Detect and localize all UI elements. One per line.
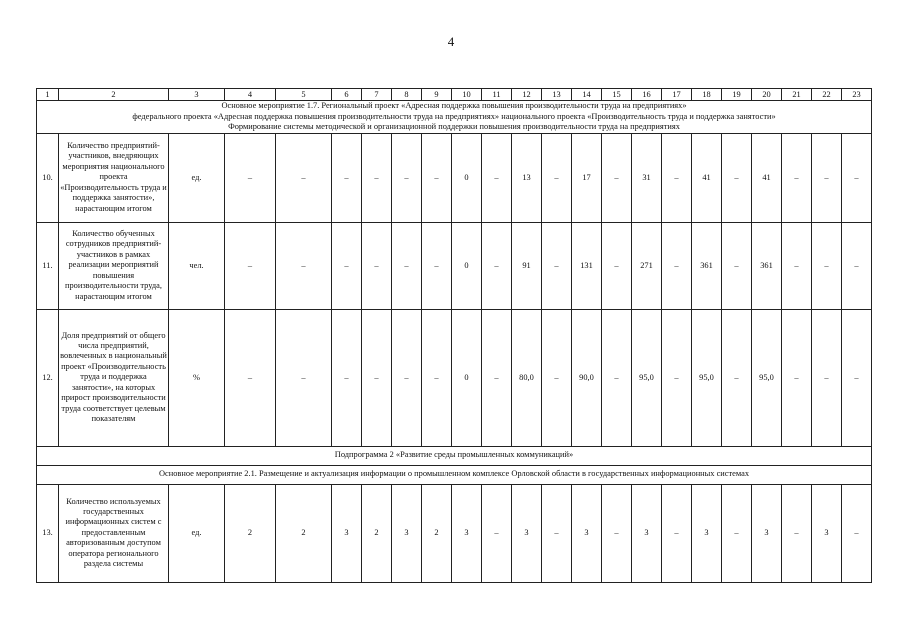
indicator-name: Количество обученных сотрудников предприятий-участников в рамках реализации мероприятий повышения производительности труда, нарастающим итогом xyxy=(59,222,169,309)
value-cell: – xyxy=(332,222,362,309)
column-number-row xyxy=(37,89,872,101)
value-cell: 361 xyxy=(692,222,722,309)
value-cell: – xyxy=(662,309,692,446)
subprogram-2-title: Подпрограмма 2 «Развитие среды промышленных коммуникаций» xyxy=(37,446,872,465)
value-cell: – xyxy=(332,309,362,446)
column-number: 10 xyxy=(452,89,482,101)
value-cell: 2 xyxy=(362,484,392,582)
column-number: 20 xyxy=(752,89,782,101)
value-cell: 361 xyxy=(752,222,782,309)
value-cell: – xyxy=(602,133,632,222)
value-cell: 3 xyxy=(752,484,782,582)
value-cell: – xyxy=(482,484,512,582)
value-cell: – xyxy=(662,484,692,582)
value-cell: 91 xyxy=(512,222,542,309)
value-cell: – xyxy=(602,484,632,582)
value-cell: – xyxy=(812,309,842,446)
value-cell: – xyxy=(392,222,422,309)
value-cell: 0 xyxy=(452,309,482,446)
value-cell: 2 xyxy=(422,484,452,582)
row-number: 10. xyxy=(37,133,59,222)
value-cell: 131 xyxy=(572,222,602,309)
column-number: 7 xyxy=(362,89,392,101)
value-cell: 3 xyxy=(572,484,602,582)
value-cell: – xyxy=(782,484,812,582)
value-cell: – xyxy=(722,222,752,309)
value-cell: – xyxy=(225,222,276,309)
value-cell: 3 xyxy=(332,484,362,582)
value-cell: – xyxy=(482,309,512,446)
value-cell: – xyxy=(482,222,512,309)
subprogram-2-title-row xyxy=(37,446,872,465)
column-number: 5 xyxy=(276,89,332,101)
value-cell: 3 xyxy=(512,484,542,582)
value-cell: 3 xyxy=(392,484,422,582)
unit-cell: % xyxy=(169,309,225,446)
value-cell: – xyxy=(722,133,752,222)
value-cell: 80,0 xyxy=(512,309,542,446)
value-cell: – xyxy=(662,222,692,309)
value-cell: 3 xyxy=(632,484,662,582)
row-number: 12. xyxy=(37,309,59,446)
indicator-name: Количество используемых государственных информационных систем с предоставленным авторизованным доступом оператора регионального раздела системы xyxy=(59,484,169,582)
value-cell: 31 xyxy=(632,133,662,222)
value-cell: – xyxy=(542,133,572,222)
value-cell: – xyxy=(812,133,842,222)
row-number: 11. xyxy=(37,222,59,309)
column-number: 18 xyxy=(692,89,722,101)
value-cell: 271 xyxy=(632,222,662,309)
value-cell: – xyxy=(722,484,752,582)
value-cell: – xyxy=(422,133,452,222)
unit-cell: ед. xyxy=(169,133,225,222)
value-cell: 90,0 xyxy=(572,309,602,446)
value-cell: – xyxy=(842,133,872,222)
indicator-name: Количество предприятий-участников, внедряющих мероприятия национального проекта «Производительность труда и поддержка занятости», нарастающим итогом xyxy=(59,133,169,222)
column-number: 9 xyxy=(422,89,452,101)
value-cell: – xyxy=(542,309,572,446)
column-number: 17 xyxy=(662,89,692,101)
column-number: 19 xyxy=(722,89,752,101)
column-number: 21 xyxy=(782,89,812,101)
value-cell: – xyxy=(276,222,332,309)
value-cell: – xyxy=(842,484,872,582)
indicator-name: Доля предприятий от общего числа предприятий, вовлеченных в национальный проект «Производительность труда и поддержка занятости», на которых прирост производительности труда соответствует целевым показателям xyxy=(59,309,169,446)
value-cell: – xyxy=(602,309,632,446)
column-number: 6 xyxy=(332,89,362,101)
value-cell: 17 xyxy=(572,133,602,222)
value-cell: 13 xyxy=(512,133,542,222)
table-row xyxy=(37,309,872,446)
column-number: 8 xyxy=(392,89,422,101)
value-cell: 3 xyxy=(692,484,722,582)
value-cell: – xyxy=(482,133,512,222)
value-cell: – xyxy=(602,222,632,309)
column-number: 4 xyxy=(225,89,276,101)
column-number: 11 xyxy=(482,89,512,101)
value-cell: – xyxy=(422,309,452,446)
value-cell: – xyxy=(422,222,452,309)
column-number: 15 xyxy=(602,89,632,101)
value-cell: – xyxy=(392,309,422,446)
value-cell: 95,0 xyxy=(752,309,782,446)
section-1-row xyxy=(37,101,872,134)
value-cell: – xyxy=(362,133,392,222)
page-number: 4 xyxy=(447,34,455,49)
value-cell: 41 xyxy=(752,133,782,222)
column-number: 3 xyxy=(169,89,225,101)
indicators-table xyxy=(36,88,872,583)
unit-cell: ед. xyxy=(169,484,225,582)
value-cell: – xyxy=(276,133,332,222)
value-cell: 3 xyxy=(812,484,842,582)
value-cell: – xyxy=(842,309,872,446)
value-cell: 41 xyxy=(692,133,722,222)
column-number: 12 xyxy=(512,89,542,101)
value-cell: – xyxy=(332,133,362,222)
unit-cell: чел. xyxy=(169,222,225,309)
column-number: 16 xyxy=(632,89,662,101)
table-row xyxy=(37,484,872,582)
value-cell: 95,0 xyxy=(692,309,722,446)
column-number: 1 xyxy=(37,89,59,101)
value-cell: – xyxy=(722,309,752,446)
value-cell: 0 xyxy=(452,222,482,309)
column-number: 22 xyxy=(812,89,842,101)
value-cell: – xyxy=(225,133,276,222)
value-cell: – xyxy=(225,309,276,446)
column-number: 13 xyxy=(542,89,572,101)
value-cell: 3 xyxy=(452,484,482,582)
value-cell: – xyxy=(542,222,572,309)
value-cell: – xyxy=(362,222,392,309)
section-1-title: Основное мероприятие 1.7. Региональный проект «Адресная поддержка повышения производительности труда на предприятиях» федерального проекта «Адресная поддержка повышения производительности труда на предприятиях» национального проекта «Производительность труда и поддержка занятости» Формирование системы методической и организационной поддержки повышения производительности труда на предприятиях xyxy=(37,101,872,134)
value-cell: – xyxy=(782,222,812,309)
value-cell: – xyxy=(276,309,332,446)
value-cell: – xyxy=(392,133,422,222)
value-cell: 95,0 xyxy=(632,309,662,446)
value-cell: – xyxy=(362,309,392,446)
column-number: 14 xyxy=(572,89,602,101)
column-number: 2 xyxy=(59,89,169,101)
section-2-title: Основное мероприятие 2.1. Размещение и актуализация информации о промышленном комплексе Орловской области в государственных информационных системах xyxy=(37,465,872,484)
value-cell: – xyxy=(542,484,572,582)
value-cell: – xyxy=(782,309,812,446)
table-row xyxy=(37,133,872,222)
value-cell: 2 xyxy=(276,484,332,582)
section-2-title-row xyxy=(37,465,872,484)
column-number: 23 xyxy=(842,89,872,101)
value-cell: 0 xyxy=(452,133,482,222)
table-row xyxy=(37,222,872,309)
value-cell: – xyxy=(812,222,842,309)
value-cell: – xyxy=(662,133,692,222)
value-cell: – xyxy=(782,133,812,222)
row-number: 13. xyxy=(37,484,59,582)
value-cell: – xyxy=(842,222,872,309)
value-cell: 2 xyxy=(225,484,276,582)
